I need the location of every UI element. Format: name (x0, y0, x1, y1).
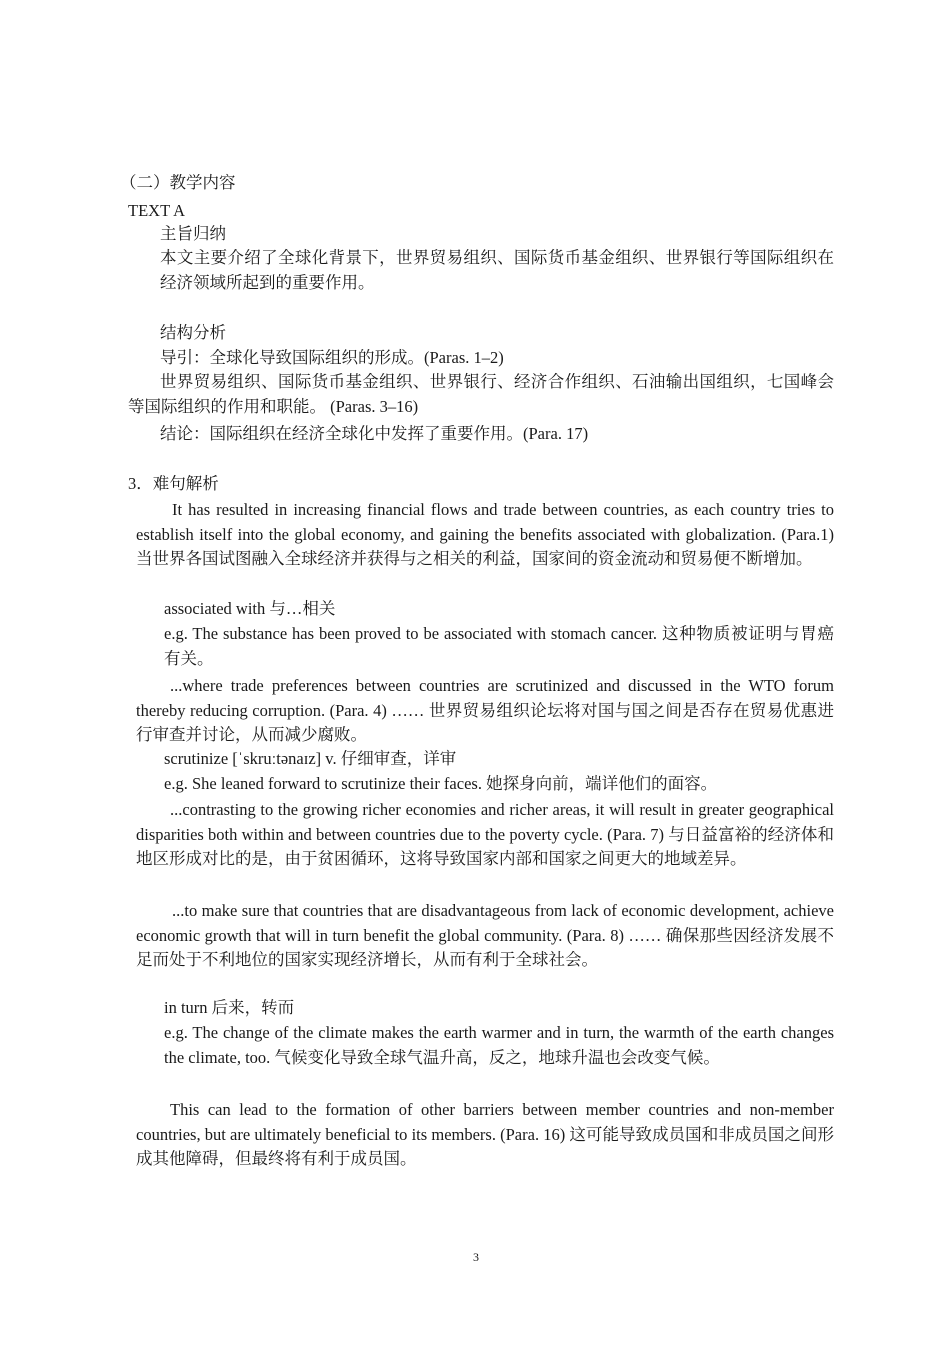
sentence-3: ...contrasting to the growing richer economies and richer areas, it will result in greater geographical disparities both within and between countries due to the poverty cycle. (Para. 7) 与日益富裕的经济体和地区形成对比的是，由于贫困循环，这将导致国家内部和国家之间更大的地域差异。 (136, 800, 834, 868)
main-idea-heading: 主旨归纳 (160, 224, 226, 243)
structure-heading: 结构分析 (160, 323, 226, 342)
text-label: TEXT A (128, 201, 185, 220)
structure-conclusion: 结论：国际组织在经济全球化中发挥了重要作用。(Para. 17) (160, 424, 589, 443)
sentence-2: ...where trade preferences between countries are scrutinized and discussed in the WTO forum thereby reducing corruption. (Para. 4) …… 世界贸易组织论坛将对国与国之间是否存在贸易优惠进行审查并讨论，从而减少腐败。 (136, 676, 834, 744)
sentence-5: This can lead to the formation of other barriers between member countries and non-member countries, but are ultimately beneficial to its members. (Para. 16) 这可能导致成员国和非成员国之间形成其他障碍，但最终将有利于成员国。 (136, 1100, 834, 1168)
term-scrutinize: scrutinize [ˈskruːtənaɪz] v. 仔细审查，详审 (164, 749, 457, 768)
example-associated-with: e.g. The substance has been proved to be associated with stomach cancer. 这种物质被证明与胃癌有关。 (164, 624, 834, 668)
example-scrutinize: e.g. She leaned forward to scrutinize their faces. 她探身向前，端详他们的面容。 (164, 774, 718, 793)
main-idea-body: 本文主要介绍了全球化背景下，世界贸易组织、国际货币基金组织、世界银行等国际组织在经济领域所起到的重要作用。 (160, 248, 834, 292)
sentence-1: It has resulted in increasing financial flows and trade between countries, as each country tries to establish itself into the global economy, and gaining the benefits associated with globalization. (Para.1) 当世界各国试图融入全球经济并获得与之相关的利益，国家间的资金流动和贸易便不断增加。 (136, 500, 834, 568)
term-associated-with: associated with 与…相关 (164, 599, 336, 618)
page-number: 3 (473, 1250, 479, 1264)
sentence-4: ...to make sure that countries that are disadvantageous from lack of economic development, achieve economic growth that will in turn benefit the global community. (Para. 8) …… 确保那些因经济发展不足而处于不利地位的国家实现经济增长，从而有利于全球社会。 (136, 901, 834, 969)
difficult-sentences-heading: 3．难句解析 (128, 474, 219, 493)
structure-intro: 导引：全球化导致国际组织的形成。(Paras. 1–2) (160, 348, 504, 367)
example-in-turn: e.g. The change of the climate makes the earth warmer and in turn, the warmth of the earth changes the climate, too. 气候变化导致全球气温升高，反之，地球升温也会改变气候。 (164, 1023, 834, 1067)
section-heading: （二）教学内容 (120, 173, 236, 192)
term-in-turn: in turn 后来，转而 (164, 998, 295, 1017)
structure-body: 世界贸易组织、国际货币基金组织、世界银行、经济合作组织、石油输出国组织，七国峰会等国际组织的作用和职能。 (Paras. 3–16) (128, 372, 834, 416)
